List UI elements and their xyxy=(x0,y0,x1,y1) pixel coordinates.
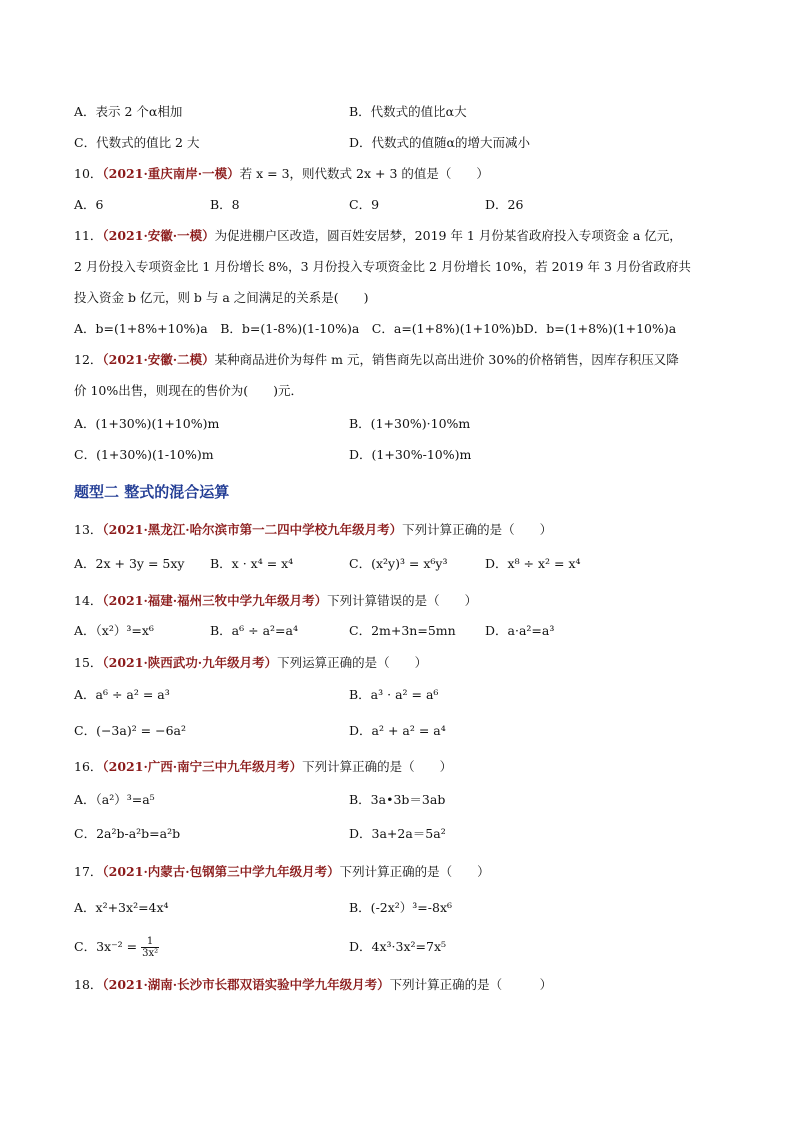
q12-stem-line-2: 价 10%出售，则现在的售价为( )元． xyxy=(74,383,304,398)
question-number: 18． xyxy=(74,977,103,992)
q15-option-c: C．(−3a)² = −6a² xyxy=(74,723,187,738)
question-number: 13． xyxy=(74,522,103,537)
question-number: 15． xyxy=(74,655,103,670)
question-16 xyxy=(74,758,452,776)
question-stem: 下列计算正确的是（ ） xyxy=(402,522,553,537)
q16-option-a: A．（a²）³=a⁵ xyxy=(74,792,155,807)
q17-option-d: D．4x³·3x²=7x⁵ xyxy=(349,939,447,954)
q15-option-d: D．a² + a² = a⁴ xyxy=(349,723,446,738)
question-number: 12． xyxy=(74,352,103,367)
question-source: （2021·内蒙古·包钢第三中学九年级月考） xyxy=(102,864,340,879)
q16-option-b: B．3a•3b＝3ab xyxy=(349,792,446,807)
q11-options: A．b=(1+8%+10%)a B．b=(1-8%)(1-10%)a C．a=(1+8%)(1+10%)bD．b=(1+8%)(1+10%)a xyxy=(74,321,677,336)
q12-option-b: B．(1+30%)·10%m xyxy=(349,416,471,431)
option-b: B．代数式的值比α大 xyxy=(349,104,467,119)
q16-option-c: C．2a²b-a²b=a²b xyxy=(74,826,181,841)
q10-option-b: B．8 xyxy=(210,197,240,212)
q12-option-a: A．(1+30%)(1+10%)m xyxy=(74,416,220,431)
q17-option-c-prefix: C．3x⁻² = xyxy=(74,939,138,954)
question-14 xyxy=(74,592,477,610)
question-18 xyxy=(74,976,552,994)
question-stem: 下列计算正确的是（ ） xyxy=(339,864,490,879)
option-c: C．代数式的值比 2 大 xyxy=(74,135,200,150)
question-number: 11． xyxy=(74,228,103,243)
q14-option-a: A．（x²）³=x⁶ xyxy=(74,623,154,638)
fraction-numerator: 1 xyxy=(141,936,159,948)
q15-option-b: B．a³ · a² = a⁶ xyxy=(349,687,439,702)
question-stem: 下列计算错误的是（ ） xyxy=(327,593,478,608)
question-source: （2021·广西·南宁三中九年级月考） xyxy=(102,759,303,774)
q14-option-d: D．a·a²=a³ xyxy=(485,623,555,638)
question-number: 10． xyxy=(74,166,103,181)
q14-option-b: B．a⁶ ÷ a²=a⁴ xyxy=(210,623,298,638)
q15-option-a: A．a⁶ ÷ a² = a³ xyxy=(74,687,170,702)
question-number: 17． xyxy=(74,864,103,879)
q10-option-a: A．6 xyxy=(74,197,104,212)
q17-option-c xyxy=(74,933,159,961)
question-source: （2021·安徽·二模） xyxy=(102,352,215,367)
question-number: 14． xyxy=(74,593,103,608)
q13-option-d: D．x⁸ ÷ x² = x⁴ xyxy=(485,556,581,571)
question-source: （2021·重庆南岸·一模） xyxy=(102,166,240,181)
q14-option-c: C．2m+3n=5mn xyxy=(349,623,456,638)
q10-option-d: D．26 xyxy=(485,197,524,212)
question-source: （2021·黑龙江·哈尔滨市第一二四中学校九年级月考） xyxy=(102,522,403,537)
option-d: D．代数式的值随α的增大而减小 xyxy=(349,135,530,150)
question-source: （2021·福建·福州三牧中学九年级月考） xyxy=(102,593,328,608)
question-stem: 若 x = 3，则代数式 2x + 3 的值是（ ） xyxy=(239,166,489,181)
question-stem: 某种商品进价为每件 m 元，销售商先以高出进价 30%的价格销售，因库存积压又降 xyxy=(214,352,679,367)
question-13 xyxy=(74,521,552,539)
fraction-denominator: 3x² xyxy=(142,948,159,959)
question-source: （2021·湖南·长沙市长郡双语实验中学九年级月考） xyxy=(102,977,390,992)
section-heading: 题型二 整式的混合运算 xyxy=(74,483,230,501)
question-source: （2021·安徽·一模） xyxy=(102,228,215,243)
question-17 xyxy=(74,863,490,881)
q17-option-b: B．(-2x²）³=-8x⁶ xyxy=(349,900,453,915)
q16-option-d: D．3a+2a＝5a² xyxy=(349,826,446,841)
question-11 xyxy=(74,227,682,245)
q13-option-a: A．2x + 3y = 5xy xyxy=(74,556,185,571)
question-number: 16． xyxy=(74,759,103,774)
question-10 xyxy=(74,165,489,183)
option-a: A．表示 2 个α相加 xyxy=(74,104,183,119)
question-stem: 下列计算正确的是（ ） xyxy=(389,977,553,992)
fraction xyxy=(141,936,159,959)
question-source: （2021·陕西武功·九年级月考） xyxy=(102,655,278,670)
q12-option-c: C．(1+30%)(1-10%)m xyxy=(74,447,214,462)
question-stem: 为促进棚户区改造，圆百姓安居梦，2019 年 1 月份某省政府投入专项资金 a 亿元， xyxy=(214,228,682,243)
q11-stem-line-3: 投入资金 b 亿元，则 b 与 a 之间满足的关系是( ) xyxy=(74,290,369,305)
question-stem: 下列计算正确的是（ ） xyxy=(302,759,453,774)
q12-option-d: D．(1+30%-10%)m xyxy=(349,447,472,462)
q10-option-c: C．9 xyxy=(349,197,380,212)
q13-option-c: C．(x²y)³ = x⁶y³ xyxy=(349,556,448,571)
q11-stem-line-2: 2 月份投入专项资金比 1 月份增长 8%，3 月份投入专项资金比 2 月份增长 10%，若 2019 年 3 月份省政府共 xyxy=(74,259,691,274)
question-stem: 下列运算正确的是（ ） xyxy=(277,655,428,670)
question-15 xyxy=(74,654,427,672)
q13-option-b: B．x · x⁴ = x⁴ xyxy=(210,556,294,571)
q17-option-a: A．x²+3x²=4x⁴ xyxy=(74,900,169,915)
question-12 xyxy=(74,351,679,369)
